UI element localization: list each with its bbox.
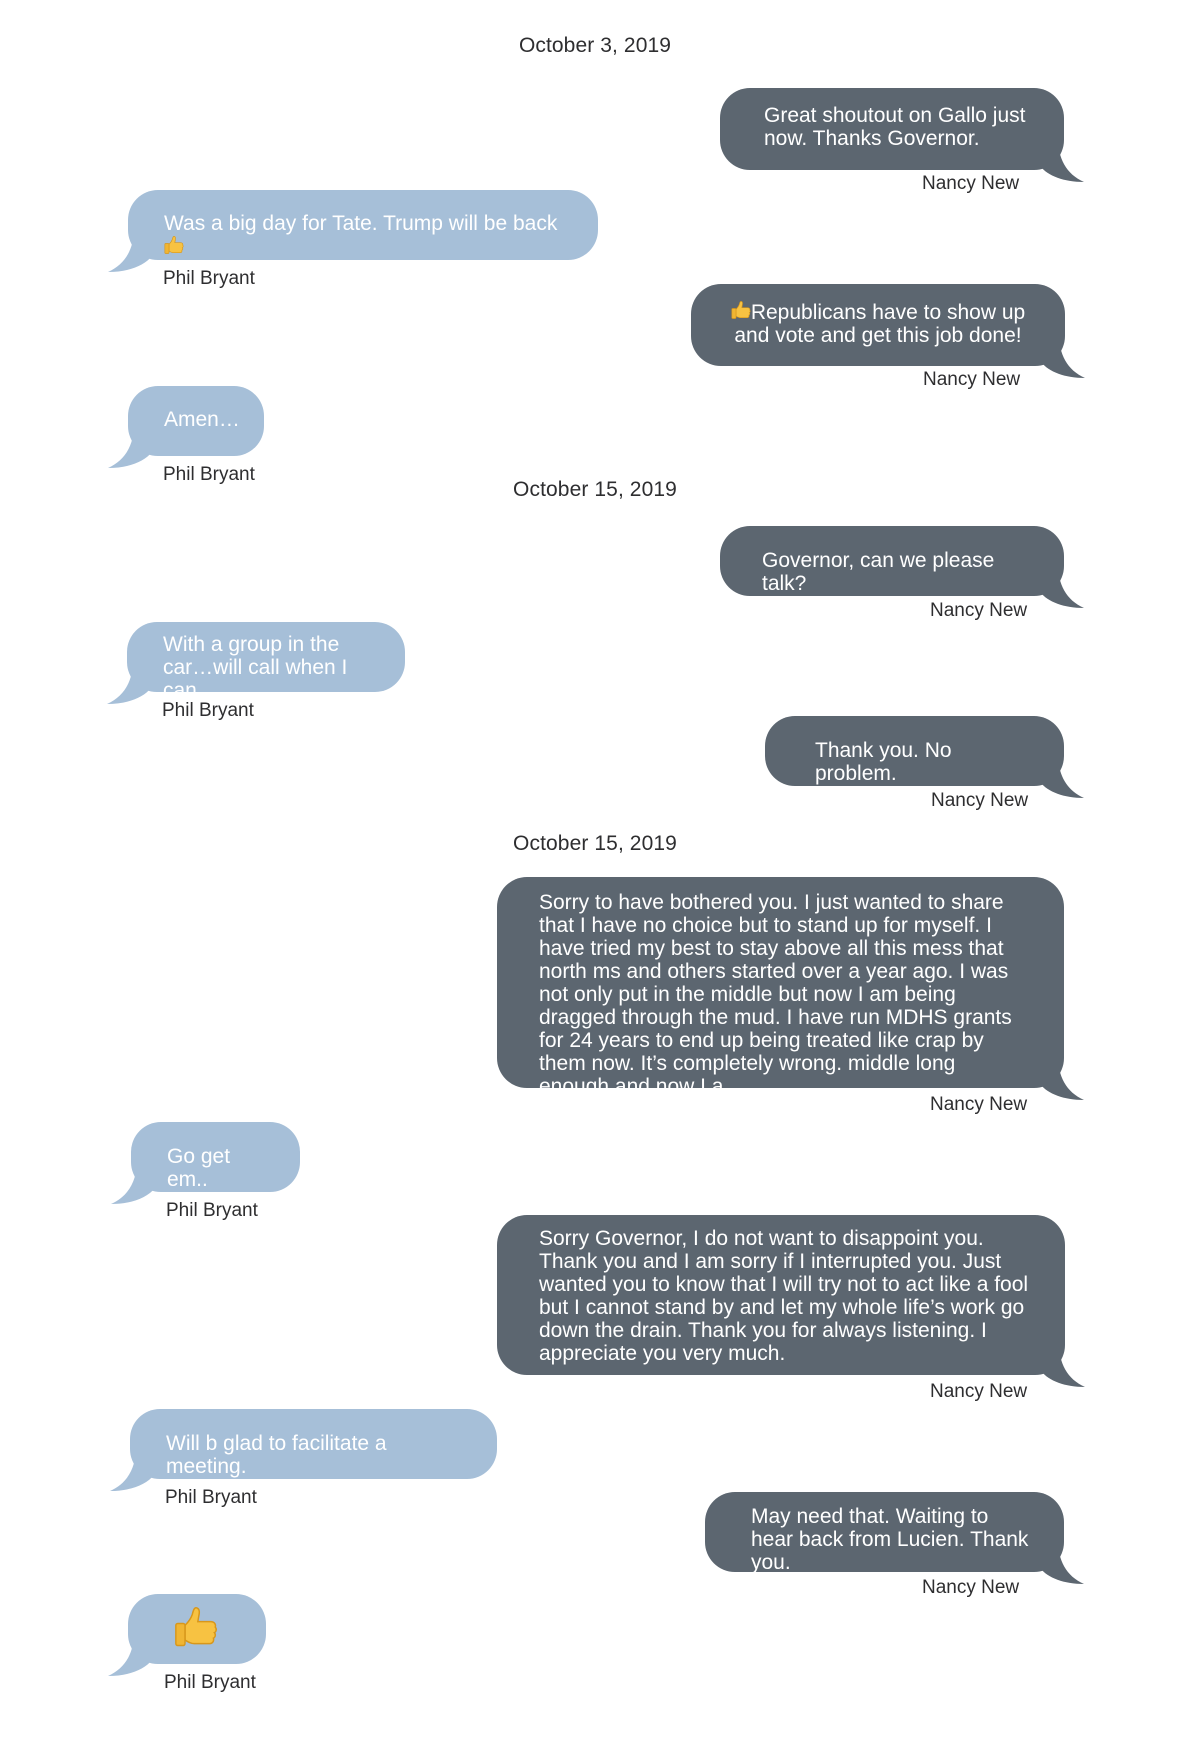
message-text: Sorry Governor, I do not want to disappoint you. Thank you and I am sorry if I interrupted you. Just wanted you to know that I will try not to act like a fool but I cannot stand by and let my whole life’s work go down the drain. Thank you for always listening. I appreciate you very much. bbox=[539, 1227, 1029, 1365]
bubble-tail bbox=[1040, 1056, 1084, 1100]
sender-name: Phil Bryant bbox=[163, 464, 255, 485]
message-text: Great shoutout on Gallo just now. Thanks Governor. bbox=[764, 104, 1026, 150]
message-bubble-incoming[interactable] bbox=[128, 1594, 266, 1664]
sender-name: Nancy New bbox=[922, 1577, 1020, 1598]
sender-name: Nancy New bbox=[931, 790, 1029, 811]
sender-name: Nancy New bbox=[930, 1094, 1028, 1115]
date-divider: October 15, 2019 bbox=[513, 478, 677, 501]
message-bubble-outgoing[interactable] bbox=[497, 1215, 1065, 1375]
sender-name: Phil Bryant bbox=[165, 1487, 257, 1508]
message-bubble-incoming[interactable] bbox=[131, 1122, 300, 1192]
message-text: Thank you. No problem. bbox=[815, 739, 952, 785]
bubble-tail bbox=[1040, 564, 1084, 608]
message-text: Go get em.. bbox=[167, 1145, 231, 1191]
bubble-tail bbox=[1040, 1540, 1084, 1584]
thumbs-up-icon bbox=[174, 1605, 218, 1653]
bubble-tail bbox=[1040, 138, 1084, 182]
message-text: Will b glad to facilitate a meeting. bbox=[166, 1432, 387, 1478]
thumbs-up-icon bbox=[731, 300, 751, 322]
bubble-tail bbox=[107, 660, 151, 704]
message-bubble-outgoing[interactable] bbox=[765, 716, 1064, 786]
message-bubble-incoming[interactable] bbox=[130, 1409, 497, 1479]
message-text: Republicans have to show up and vote and get this job done! bbox=[734, 301, 1026, 347]
message-bubble-incoming[interactable] bbox=[128, 190, 598, 260]
sender-name: Phil Bryant bbox=[162, 700, 254, 721]
sender-name: Nancy New bbox=[923, 369, 1021, 390]
message-bubble-outgoing[interactable] bbox=[720, 526, 1064, 596]
bubble-tail bbox=[108, 228, 152, 272]
message-bubble-incoming[interactable] bbox=[127, 622, 405, 702]
message-text: May need that. Waiting to hear back from Lucien. Thank you. bbox=[751, 1505, 1029, 1574]
date-divider: October 15, 2019 bbox=[513, 832, 677, 855]
bubble-tail bbox=[1040, 754, 1084, 798]
bubble-tail bbox=[111, 1160, 155, 1204]
bubble-tail bbox=[108, 424, 152, 468]
message-text: Was a big day for Tate. Trump will be back bbox=[164, 212, 558, 235]
message-bubble-outgoing[interactable] bbox=[705, 1492, 1064, 1572]
message-bubble-incoming[interactable] bbox=[128, 386, 264, 456]
message-bubble-outgoing[interactable] bbox=[497, 877, 1064, 1098]
sender-name: Nancy New bbox=[930, 600, 1028, 621]
thumbs-up-icon bbox=[164, 235, 184, 257]
bubble-tail bbox=[1041, 1343, 1085, 1387]
message-bubble-outgoing[interactable] bbox=[720, 88, 1064, 170]
bubble-tail bbox=[108, 1632, 152, 1676]
sender-name: Phil Bryant bbox=[163, 268, 255, 289]
message-text: Governor, can we please talk? bbox=[762, 549, 995, 595]
message-text: Amen… bbox=[164, 408, 240, 431]
bubble-tail bbox=[1041, 334, 1085, 378]
message-text: With a group in the car…will call when I can. bbox=[163, 633, 348, 702]
bubble-tail bbox=[110, 1447, 154, 1491]
sender-name: Phil Bryant bbox=[164, 1672, 256, 1693]
sender-name: Nancy New bbox=[922, 173, 1020, 194]
sender-name: Nancy New bbox=[930, 1381, 1028, 1402]
sender-name: Phil Bryant bbox=[166, 1200, 258, 1221]
message-text: Sorry to have bothered you. I just wanted to share that I have no choice but to stand up for myself. I have tried my best to stay above all this mess that north ms and others started over a year ago. I was not only put in the middle but now I am being dragged through the mud. I have run MDHS grants for 24 years to end up being treated like crap by them now. It’s completely wrong. middle long enough and now I a bbox=[539, 891, 1012, 1098]
date-divider: October 3, 2019 bbox=[518, 34, 672, 57]
message-bubble-outgoing[interactable] bbox=[691, 284, 1065, 366]
